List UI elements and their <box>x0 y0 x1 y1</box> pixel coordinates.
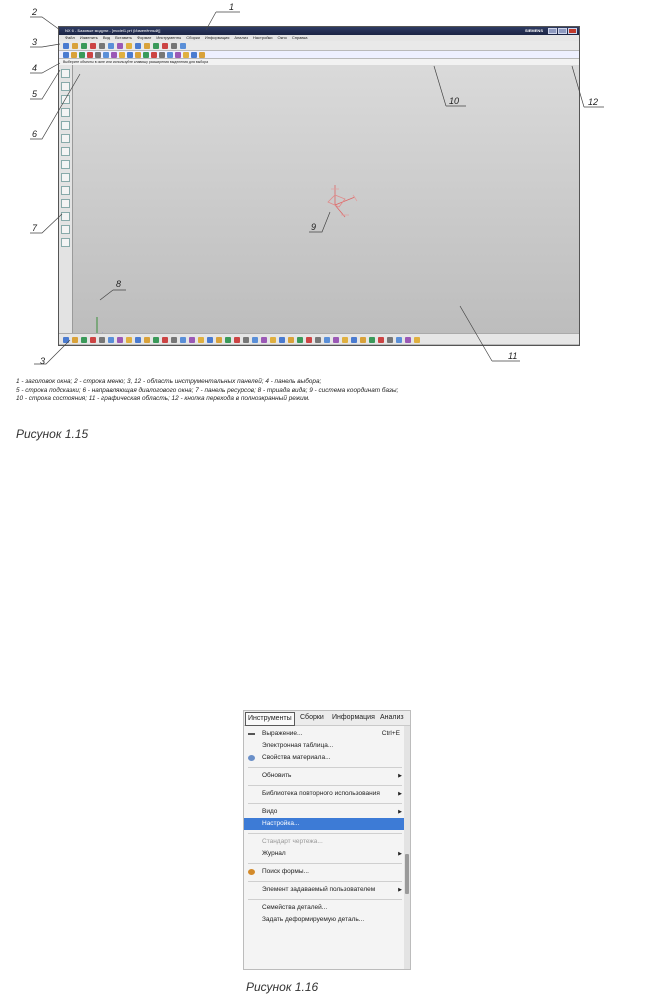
menu-item-label: Настройка... <box>262 820 300 827</box>
menu-item-label: Стандарт чертежа... <box>262 838 323 845</box>
menu-item[interactable]: Файл <box>65 35 75 40</box>
caption-line: 10 - строка состояния; 11 - графическая область; 12 - кнопка перехода в полноэкранный режим. <box>16 395 310 403</box>
callout-10: 10 <box>449 96 460 106</box>
leader-8 <box>100 290 126 300</box>
leader-2 <box>30 17 60 30</box>
menu-item[interactable] <box>244 884 406 896</box>
tools-menu-screenshot <box>243 710 411 970</box>
callout-6: 6 <box>32 129 38 139</box>
window-title: NX 6 - Базовые модули - [model1.prt (Изменённый)] <box>65 28 161 33</box>
menu-item[interactable]: Окно <box>277 35 287 40</box>
brand-logo: SIEMENS <box>524 28 543 33</box>
menu-item-label: Видо <box>262 808 278 815</box>
menu-item[interactable]: Справка <box>291 35 308 40</box>
menu-item-label: Элемент задаваемый пользователем <box>262 886 376 893</box>
menu-item[interactable]: Вид <box>102 35 111 40</box>
menu-item[interactable] <box>244 818 406 830</box>
shape-search-icon <box>248 869 255 875</box>
submenu-arrow-icon: ▶ <box>398 809 402 815</box>
menu-item-label: Задать деформируемую деталь... <box>262 916 365 923</box>
menu-tab-information[interactable]: Информация <box>332 714 375 721</box>
figure-label: Рисунок 1.15 <box>16 427 89 441</box>
submenu-arrow-icon: ▶ <box>398 851 402 857</box>
callout-leaders <box>0 0 661 380</box>
material-icon <box>248 755 255 761</box>
menu-tab-assemblies[interactable]: Сборки <box>300 714 324 721</box>
menu-item[interactable] <box>244 740 406 752</box>
menu-item[interactable]: Инструменты <box>156 35 182 40</box>
callout-3-top: 3 <box>32 37 38 47</box>
menu-item[interactable] <box>244 848 406 860</box>
menu-bar <box>244 711 411 726</box>
menu-item[interactable] <box>244 866 406 878</box>
callout-8: 8 <box>116 279 122 289</box>
menu-item[interactable]: Анализ <box>234 35 248 40</box>
menu-item[interactable] <box>244 914 406 926</box>
callout-5: 5 <box>32 89 38 99</box>
menu-shortcut: Ctrl+E <box>381 730 400 737</box>
callout-2: 2 <box>32 7 38 17</box>
leader-1 <box>206 12 240 30</box>
figure-caption <box>16 378 646 404</box>
menu-tab-tools[interactable]: Инструменты <box>245 712 295 726</box>
submenu-arrow-icon: ▶ <box>398 791 402 797</box>
submenu-arrow-icon: ▶ <box>398 887 402 893</box>
callout-4: 4 <box>32 63 38 73</box>
callout-11: 11 <box>508 351 518 361</box>
menu-separator <box>248 803 402 804</box>
menu-item[interactable] <box>244 770 406 782</box>
menu-item[interactable]: Сборки <box>186 35 200 40</box>
scrollbar[interactable] <box>404 726 410 970</box>
caption-line: 5 - строка подсказки; 6 - направляющая диалогового окна; 7 - панель ресурсов; 8 - триада вида; 9 - система координат базы; <box>16 386 399 394</box>
menu-item-label: Семейства деталей... <box>262 904 328 911</box>
menu-separator <box>248 881 402 882</box>
menu-item[interactable]: Формат <box>137 35 152 40</box>
menu-item[interactable] <box>244 752 406 764</box>
menu-separator <box>248 863 402 864</box>
menu-separator <box>248 767 402 768</box>
menu-item <box>244 836 406 848</box>
submenu-arrow-icon: ▶ <box>398 773 402 779</box>
caption-line: 1 - заголовок окна; 2 - строка меню; 3, 12 - область инструментальных панелей; 4 - панель выбора; <box>16 378 322 385</box>
menu-separator <box>248 833 402 834</box>
menu-item-label: Обновить <box>262 772 292 779</box>
callout-7: 7 <box>32 223 38 233</box>
leader-6 <box>30 74 80 139</box>
menu-item-label: Выражение... <box>262 730 303 737</box>
menu-item[interactable] <box>244 788 406 800</box>
menu-tab-analysis[interactable]: Анализ <box>380 714 404 721</box>
figure-label: Рисунок 1.16 <box>246 980 319 994</box>
menu-item[interactable]: Вставить <box>115 35 133 40</box>
menu-separator <box>248 899 402 900</box>
menu-item[interactable] <box>244 902 406 914</box>
callout-12: 12 <box>588 97 599 107</box>
callout-1: 1 <box>229 2 235 12</box>
menu-item[interactable]: Изменить <box>79 35 98 40</box>
callout-3-bottom: 3 <box>40 356 46 366</box>
menu-item[interactable]: Информация <box>204 35 230 40</box>
cue-line: Выберите объекты в окне или используйте клавишу расширения выделения для выбора <box>59 59 579 65</box>
callout-9: 9 <box>311 222 317 232</box>
menu-item-label: Журнал <box>262 850 286 857</box>
expression-icon <box>248 733 255 735</box>
menu-item-label: Электронная таблица... <box>262 742 334 749</box>
menu-item-label: Библиотека повторного использования <box>262 790 380 797</box>
menu-item-label: Поиск формы... <box>262 868 309 875</box>
menu-separator <box>248 785 402 786</box>
menu-item-label: Свойства материала... <box>262 754 331 761</box>
menu-item[interactable] <box>244 728 406 740</box>
menu-item[interactable]: Настройки <box>252 35 273 40</box>
scrollbar-thumb[interactable] <box>405 854 409 894</box>
menu-item[interactable] <box>244 806 406 818</box>
